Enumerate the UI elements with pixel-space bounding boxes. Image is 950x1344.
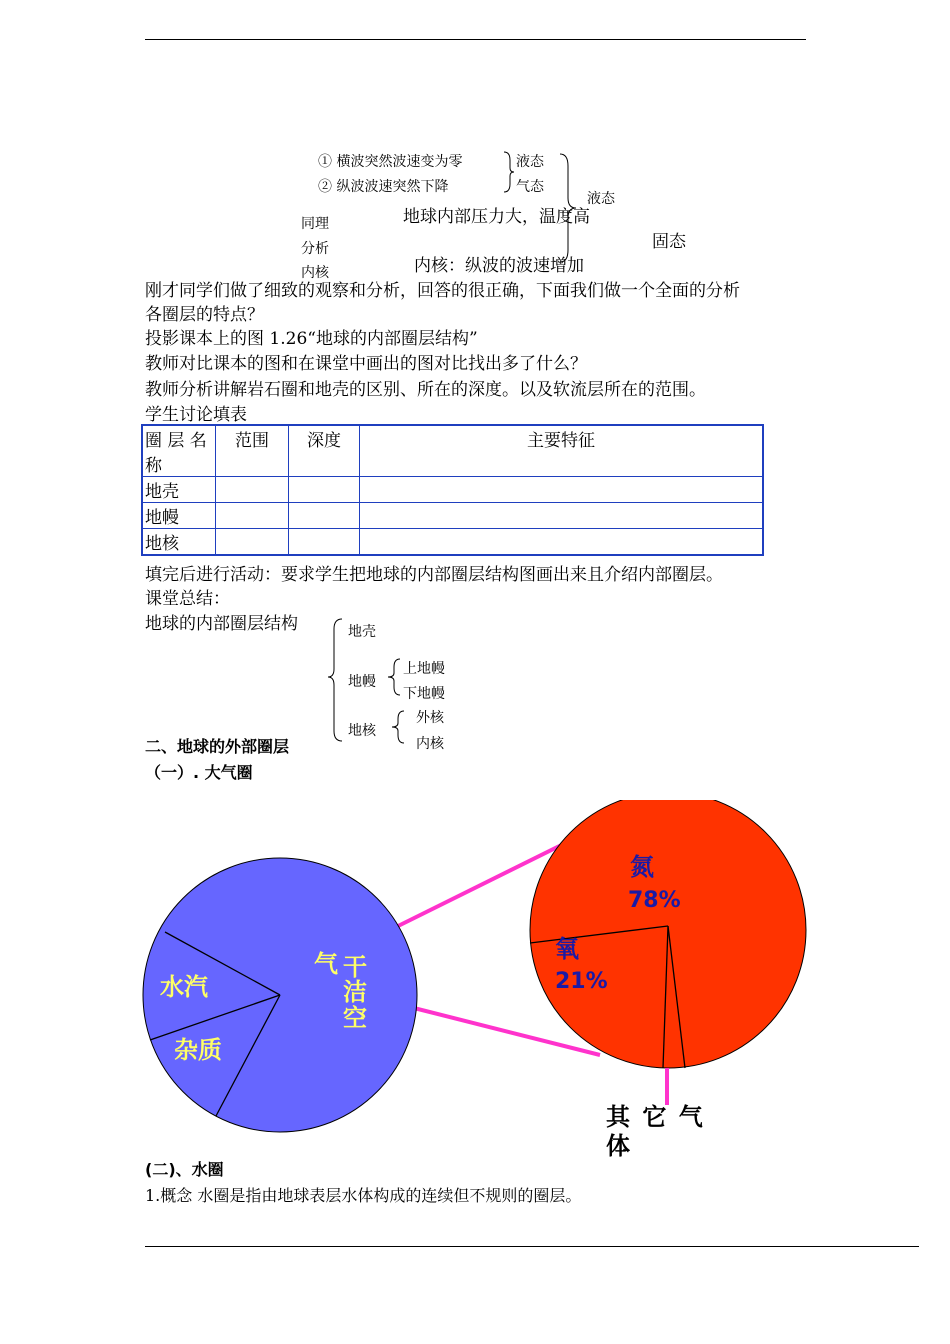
brace-small	[502, 150, 516, 194]
table-header-row	[142, 425, 763, 477]
paragraph-3: 教师对比课本的图和在课堂中画出的图对比找出多了什么？	[145, 354, 587, 374]
footer-rule	[145, 1246, 919, 1247]
pressure-note: 地球内部压力大，温度高	[403, 207, 590, 227]
table-cell-empty[interactable]	[216, 503, 289, 529]
paragraph-2: 投影课本上的图 1.26“地球的内部圈层结构”	[145, 329, 478, 349]
table-row	[142, 477, 763, 503]
label-vapor: 水汽	[160, 973, 208, 1001]
table-row	[142, 503, 763, 529]
label-dry-4: 气	[314, 950, 338, 978]
structure-mantle: 地幔	[348, 674, 376, 690]
paragraph-1a: 刚才同学们做了细致的观察和分析，回答的很正确，下面我们做一个全面的分析	[145, 281, 740, 301]
table-cell-empty[interactable]	[360, 503, 764, 529]
table-cell: 地幔	[142, 503, 216, 529]
table-row	[142, 529, 763, 556]
label-dry-1: 干	[343, 953, 367, 981]
hydrosphere-concept: 1.概念 水圈是指由地球表层水体构成的连续但不规则的圈层。	[145, 1186, 582, 1205]
inner-core-note: 内核：纵波的波速增加	[414, 256, 584, 276]
structure-crust: 地壳	[348, 624, 376, 640]
analysis-1: 同理	[301, 216, 329, 232]
atmosphere-charts	[130, 800, 830, 1170]
label-dry-3: 空	[343, 1004, 367, 1032]
section-title: 二、地球的外部圈层	[145, 737, 290, 756]
paragraph-7: 课堂总结：	[145, 589, 230, 609]
label-other-1: 其 它 气	[606, 1103, 705, 1131]
table-header-cell: 主要特征	[360, 425, 764, 477]
table-header-cell: 深度	[289, 425, 360, 477]
structure-core: 地核	[348, 723, 376, 739]
wave-note-1: ① 横波突然波速变为零	[318, 154, 463, 170]
solid-state: 固态	[652, 232, 686, 252]
state-liquid-outer: 液态	[587, 191, 615, 207]
structure-inner-core: 内核	[416, 736, 444, 752]
table-header-cell: 范围	[216, 425, 289, 477]
structure-lower-mantle: 下地幔	[403, 686, 445, 702]
label-other-2: 体	[606, 1132, 630, 1160]
layer-table	[141, 424, 764, 556]
analysis-3: 内核	[301, 265, 329, 281]
paragraph-5: 学生讨论填表	[145, 405, 247, 425]
label-impurity: 杂质	[174, 1036, 222, 1064]
label-dry-2: 洁	[343, 978, 367, 1006]
paragraph-1b: 各圈层的特点？	[145, 305, 264, 325]
label-nitrogen: 氮	[630, 853, 654, 881]
table-cell: 地核	[142, 529, 216, 556]
table-cell-empty[interactable]	[289, 529, 360, 556]
subsection-atmosphere: （一）. 大气圈	[145, 763, 253, 782]
table-cell-empty[interactable]	[289, 503, 360, 529]
table-header-cell: 圈 层 名称	[142, 425, 216, 477]
label-oxygen: 氧	[555, 935, 579, 963]
header-rule	[145, 39, 806, 40]
table-cell-empty[interactable]	[360, 477, 764, 503]
analysis-2: 分析	[301, 241, 329, 257]
structure-upper-mantle: 上地幔	[403, 661, 445, 677]
table-cell-empty[interactable]	[289, 477, 360, 503]
subsection-hydrosphere: (二)、水圈	[145, 1160, 224, 1179]
paragraph-4: 教师分析讲解岩石圈和地壳的区别、所在的深度。以及软流层所在的范围。	[145, 380, 706, 400]
structure-outer-core: 外核	[416, 710, 444, 726]
table-cell-empty[interactable]	[216, 529, 289, 556]
state-gas: 气态	[516, 179, 544, 195]
wave-note-2: ② 纵波波速突然下降	[318, 179, 449, 195]
table-cell-empty[interactable]	[216, 477, 289, 503]
label-oxygen-pct: 21%	[555, 969, 608, 994]
table-cell: 地壳	[142, 477, 216, 503]
state-liquid: 液态	[516, 154, 544, 170]
paragraph-8: 地球的内部圈层结构	[145, 614, 298, 634]
label-nitrogen-pct: 78%	[628, 888, 681, 913]
paragraph-6: 填完后进行活动：要求学生把地球的内部圈层结构图画出来且介绍内部圈层。	[145, 565, 723, 585]
table-cell-empty[interactable]	[360, 529, 764, 556]
